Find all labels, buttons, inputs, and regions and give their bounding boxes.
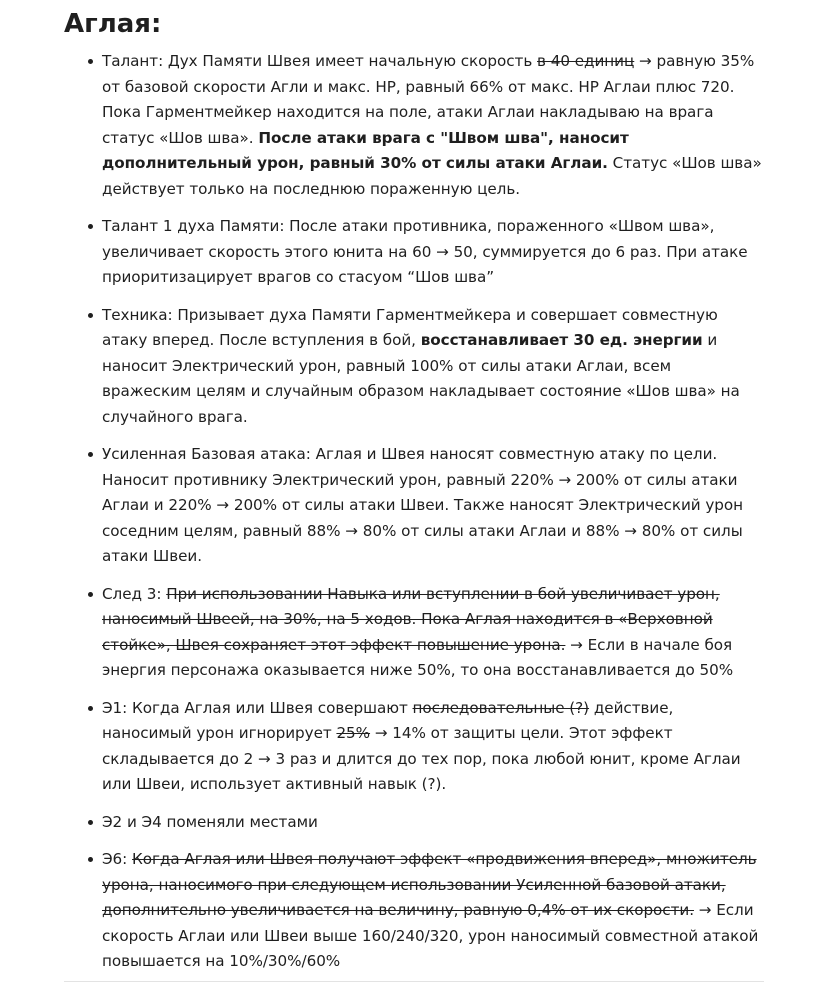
text-run: След 3: <box>102 584 167 603</box>
bullet-list <box>64 49 764 975</box>
text-run: → Если скорость Аглаи или Швеи выше 160/240/320, урон наносимый совместной атакой повышается на 10%/30%/60% <box>102 901 759 970</box>
strikethrough-text: 25% <box>336 724 371 742</box>
list-item <box>64 49 764 202</box>
text-run: Талант 1 духа Памяти: После атаки противника, пораженного «Швом шва», увеличивает скорость этого юнита на 60 → 50, суммируется до 6 раз. При атаке приоритизацирует врагов со стасуом “Шов шва” <box>102 217 748 286</box>
divider <box>64 981 764 982</box>
text-run: Усиленная Базовая атака: Аглая и Швея наносят совместную атаку по цели. Наносит противнику Электрический урон, равный 220% → 200% от силы атаки Аглаи и 220% → 200% от силы атаки Швеи. Также наносят Электрический урон соседним целям, равный 88% → 80% от силы атаки Аглаи и 88% → 80% от силы атаки Швеи. <box>102 445 744 565</box>
strikethrough-text: Когда Аглая или Швея получают эффект «продвижения вперед», множитель урона, наносимого при следующем использовании Усиленной базовой атаки, дополнительно увеличивается на величину, равную 0,4% от их скорости. <box>102 850 757 919</box>
text-run: → Если в начале боя энергия персонажа оказывается ниже 50%, то она восстанавливается до 50% <box>102 635 734 679</box>
strikethrough-text: в 40 единиц <box>537 52 635 70</box>
text-run: Техника: Призывает духа Памяти Гарментмейкера и совершает совместную атаку вперед. После вступления в бой, <box>102 305 718 349</box>
text-run: → 14% от защиты цели. Этот эффект складывается до 2 → 3 раз и длится до тех пор, пока любой юнит, кроме Аглаи или Швеи, использует активный навык (?). <box>102 724 741 793</box>
list-item <box>64 214 764 291</box>
text-run: → равную 35% от базовой скорости Агли и макс. HP, равный 66% от макс. HP Аглаи плюс 720. Пока Гарментмейкер находится на поле, атаки Аглаи накладываю на врага статус «Шов шва». <box>102 52 755 147</box>
list-item <box>64 582 764 684</box>
list-item <box>64 696 764 798</box>
text-run: Статус «Шов шва» действует только на последнюю пораженную цель. <box>102 154 762 198</box>
list-item <box>64 303 764 431</box>
strikethrough-text: последовательные (?) <box>412 698 590 717</box>
list-item <box>64 442 764 570</box>
document-body <box>64 0 764 987</box>
text-run: и наносит Электрический урон, равный 100% от силы атаки Аглаи, всем вражеским целям и случайным образом накладывает состояние «Шов шва» на случайного врага. <box>102 331 740 426</box>
list-item <box>64 847 764 975</box>
bold-text: После атаки врага с "Швом шва", наносит дополнительный урон, равный 30% от силы атаки Аглаи. <box>102 128 629 172</box>
list-item <box>64 810 764 836</box>
bold-text: восстанавливает 30 ед. энергии <box>420 331 703 349</box>
text-run: действие, наносимый урон игнорирует <box>102 698 674 742</box>
text-run: Э2 и Э4 поменяли местами <box>102 812 318 831</box>
page-title: Аглая: <box>64 9 162 39</box>
text-run: Э1: Когда Аглая или Швея совершают <box>102 698 413 717</box>
text-run: Э6: <box>102 850 133 868</box>
text-run: Талант: Дух Памяти Швея имеет начальную скорость <box>102 52 538 70</box>
strikethrough-text: При использовании Навыка или вступлении в бой увеличивает урон, наносимый Швеей, на 30%, на 5 ходов. Пока Аглая находится в «Верховной стойке», Швея сохраняет этот эффект повышение урона. <box>102 584 720 654</box>
